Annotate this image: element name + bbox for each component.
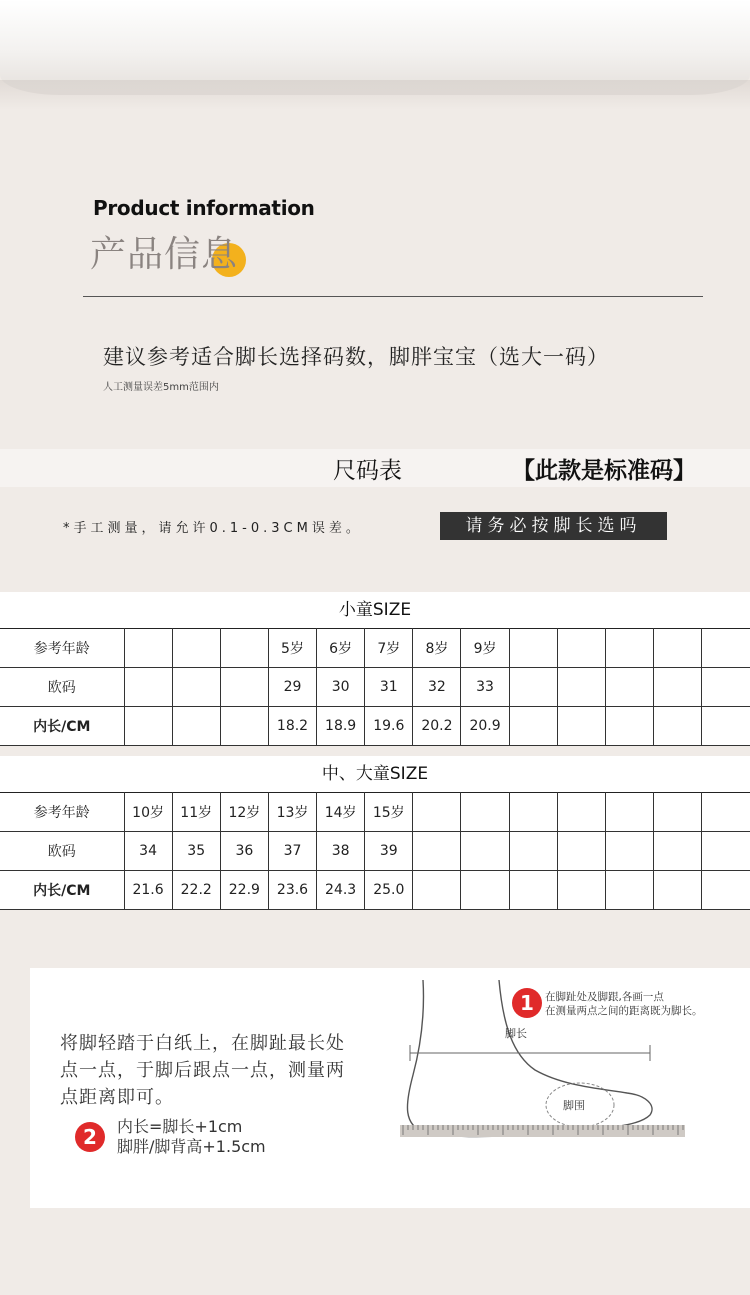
table-cell bbox=[509, 832, 557, 871]
size-advice: 建议参考适合脚长选择码数，脚胖宝宝（选大一码） bbox=[103, 345, 609, 369]
table-cell bbox=[605, 629, 653, 668]
table-row bbox=[0, 707, 750, 746]
table-cell: 30 bbox=[317, 668, 365, 707]
table-row bbox=[0, 629, 750, 668]
table-cell bbox=[557, 871, 605, 910]
table-cell: 19.6 bbox=[365, 707, 413, 746]
table-cell: 29 bbox=[268, 668, 316, 707]
table-cell bbox=[557, 707, 605, 746]
row-label: 欧码 bbox=[0, 832, 124, 871]
section-title-cn: 产品信息 bbox=[90, 234, 239, 275]
measure-instruction: 将脚轻踏于白纸上，在脚趾最长处点一点，于脚后跟点一点，测量两点距离即可。 bbox=[60, 1033, 345, 1108]
table-cell: 15岁 bbox=[365, 793, 413, 832]
table-cell: 22.9 bbox=[220, 871, 268, 910]
measurement-note: *手工测量，请允许0.1-0.3CM误差。 bbox=[63, 521, 363, 536]
table-cell: 11岁 bbox=[172, 793, 220, 832]
table-cell bbox=[605, 707, 653, 746]
small-size-table-block bbox=[0, 592, 750, 746]
table-row bbox=[0, 668, 750, 707]
table-cell bbox=[172, 668, 220, 707]
formula-inner-length: 内长=脚长+1cm bbox=[117, 1117, 243, 1136]
table-cell: 37 bbox=[268, 832, 316, 871]
table-cell bbox=[557, 793, 605, 832]
row-label: 内长/CM bbox=[0, 707, 124, 746]
table-cell bbox=[124, 668, 172, 707]
table-cell bbox=[605, 793, 653, 832]
measure-tip-line2: 在测量两点之间的距离既为脚长。 bbox=[545, 1005, 703, 1017]
table-cell bbox=[654, 668, 702, 707]
table-cell bbox=[702, 629, 750, 668]
foot-length-label: 脚长 bbox=[505, 1027, 527, 1040]
table-cell: 31 bbox=[365, 668, 413, 707]
table-cell: 6岁 bbox=[317, 629, 365, 668]
table-cell bbox=[702, 871, 750, 910]
table-cell: 18.9 bbox=[317, 707, 365, 746]
row-label: 参考年龄 bbox=[0, 793, 124, 832]
top-shadow bbox=[0, 80, 750, 110]
table-cell: 22.2 bbox=[172, 871, 220, 910]
table-cell: 14岁 bbox=[317, 793, 365, 832]
table-row bbox=[0, 793, 750, 832]
table-cell: 7岁 bbox=[365, 629, 413, 668]
table-cell bbox=[413, 793, 461, 832]
table-cell bbox=[557, 668, 605, 707]
section-divider bbox=[83, 296, 703, 297]
row-label: 参考年龄 bbox=[0, 629, 124, 668]
table-cell bbox=[557, 629, 605, 668]
table-cell bbox=[509, 793, 557, 832]
table-cell bbox=[172, 629, 220, 668]
table-cell bbox=[509, 668, 557, 707]
table-cell: 10岁 bbox=[124, 793, 172, 832]
table-cell: 20.9 bbox=[461, 707, 509, 746]
table-cell bbox=[220, 668, 268, 707]
table-cell: 39 bbox=[365, 832, 413, 871]
row-label: 内长/CM bbox=[0, 871, 124, 910]
large-size-title: 中、大童SIZE bbox=[321, 764, 429, 784]
table-cell: 18.2 bbox=[268, 707, 316, 746]
table-cell bbox=[605, 668, 653, 707]
table-row bbox=[0, 871, 750, 910]
table-cell bbox=[654, 793, 702, 832]
table-cell: 24.3 bbox=[317, 871, 365, 910]
table-cell bbox=[702, 832, 750, 871]
table-cell: 13岁 bbox=[268, 793, 316, 832]
table-cell: 25.0 bbox=[365, 871, 413, 910]
measure-tip-line1: 在脚趾处及脚跟,各画一点 bbox=[545, 991, 664, 1003]
table-cell bbox=[605, 871, 653, 910]
foot-outline bbox=[407, 980, 652, 1136]
table-cell: 12岁 bbox=[220, 793, 268, 832]
table-cell bbox=[557, 832, 605, 871]
table-cell bbox=[413, 871, 461, 910]
table-row bbox=[0, 832, 750, 871]
table-cell bbox=[654, 871, 702, 910]
table-cell bbox=[702, 793, 750, 832]
section-title-en: Product information bbox=[93, 196, 315, 220]
table-cell bbox=[702, 668, 750, 707]
foot-girth-label: 脚围 bbox=[563, 1099, 585, 1112]
table-cell bbox=[605, 832, 653, 871]
step-one-icon: 1 bbox=[512, 988, 542, 1018]
table-cell: 36 bbox=[220, 832, 268, 871]
table-cell bbox=[509, 707, 557, 746]
table-cell bbox=[461, 793, 509, 832]
ruler bbox=[400, 1125, 685, 1137]
table-cell bbox=[461, 832, 509, 871]
large-size-table bbox=[0, 792, 750, 910]
table-cell: 20.2 bbox=[413, 707, 461, 746]
size-chart-title: 尺码表 bbox=[333, 458, 402, 484]
table-cell bbox=[172, 707, 220, 746]
table-cell: 34 bbox=[124, 832, 172, 871]
small-size-title: 小童SIZE bbox=[338, 600, 412, 620]
table-cell: 5岁 bbox=[268, 629, 316, 668]
table-cell: 35 bbox=[172, 832, 220, 871]
table-cell: 32 bbox=[413, 668, 461, 707]
table-cell bbox=[413, 832, 461, 871]
table-cell: 21.6 bbox=[124, 871, 172, 910]
measurement-badge: 请务必按脚长选吗 bbox=[440, 512, 667, 540]
table-cell bbox=[461, 871, 509, 910]
table-cell: 8岁 bbox=[413, 629, 461, 668]
table-cell: 33 bbox=[461, 668, 509, 707]
table-cell: 9岁 bbox=[461, 629, 509, 668]
step-two-icon: 2 bbox=[75, 1122, 105, 1152]
table-cell bbox=[702, 707, 750, 746]
table-cell bbox=[654, 629, 702, 668]
table-cell bbox=[124, 629, 172, 668]
row-label: 欧码 bbox=[0, 668, 124, 707]
foot-measure-illustration bbox=[395, 975, 695, 1150]
table-cell: 23.6 bbox=[268, 871, 316, 910]
table-cell bbox=[654, 707, 702, 746]
formula-wide-foot: 脚胖/脚背高+1.5cm bbox=[117, 1137, 266, 1156]
table-cell bbox=[654, 832, 702, 871]
size-advice-note: 人工测量误差5mm范围内 bbox=[103, 382, 219, 393]
table-cell bbox=[124, 707, 172, 746]
large-size-table-block bbox=[0, 756, 750, 910]
small-size-table bbox=[0, 628, 750, 746]
formula-text bbox=[117, 1117, 266, 1157]
table-cell bbox=[220, 629, 268, 668]
standard-size-tag: 【此款是标准码】 bbox=[512, 458, 696, 484]
table-cell: 38 bbox=[317, 832, 365, 871]
table-cell bbox=[509, 871, 557, 910]
table-cell bbox=[509, 629, 557, 668]
table-cell bbox=[220, 707, 268, 746]
